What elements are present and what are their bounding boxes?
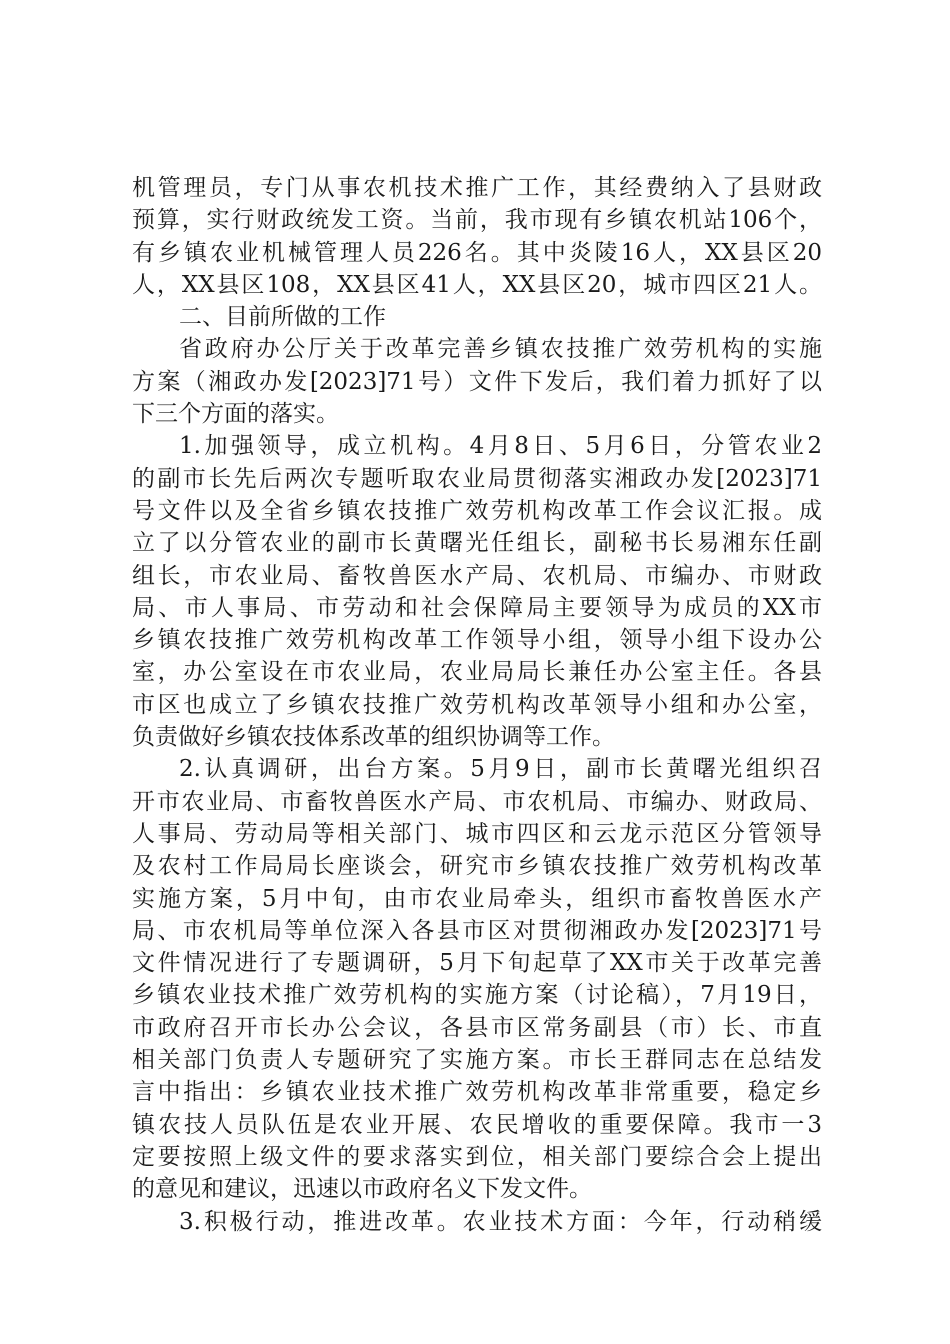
text-line: 局、市人事局、市劳动和社会保障局主要领导为成员的XX市 <box>132 594 822 621</box>
text-line: 下三个方面的落实。 <box>132 401 339 428</box>
paragraph-start-line: 省政府办公厅关于改革完善乡镇农技推广效劳机构的实施 <box>179 336 822 363</box>
text-line: 定要按照上级文件的要求落实到位，相关部门要综合会上提出 <box>132 1143 822 1170</box>
text-line: 开市农业局、市畜牧兽医水产局、市农机局、市编办、财政局、 <box>132 788 822 815</box>
paragraph-start-line: 3.积极行动，推进改革。农业技术方面：今年，行动稍缓 <box>179 1208 822 1235</box>
text-line: 的副市长先后两次专题听取农业局贯彻落实湘政办发[2023]71 <box>132 465 822 492</box>
paragraph-start-line: 二、目前所做的工作 <box>179 304 386 331</box>
text-line: 乡镇农业技术推广效劳机构的实施方案（讨论稿），7月19日， <box>132 982 822 1009</box>
text-line: 相关部门负责人专题研究了实施方案。市长王群同志在总结发 <box>132 1047 822 1074</box>
paragraph-start-line: 1.加强领导，成立机构。4月8日、5月6日，分管农业2 <box>179 433 822 460</box>
text-line: 机管理员，专门从事农机技术推广工作，其经费纳入了县财政 <box>132 175 822 201</box>
text-line: 市政府召开市长办公会议，各县市区常务副县（市）长、市直 <box>132 1014 822 1041</box>
text-line: 组长，市农业局、畜牧兽医水产局、农机局、市编办、市财政 <box>132 562 822 589</box>
text-line: 方案（湘政办发[2023]71号）文件下发后，我们着力抓好了以 <box>132 368 822 395</box>
paragraph-start-line: 2.认真调研，出台方案。5月9日，副市长黄曙光组织召 <box>179 756 822 783</box>
text-line: 镇农技人员队伍是农业开展、农民增收的重要保障。我市一3 <box>132 1111 822 1138</box>
text-line: 有乡镇农业机械管理人员226名。其中炎陵16人，XX县区20 <box>132 239 822 266</box>
text-line: 市区也成立了乡镇农技推广效劳机构改革领导小组和办公室， <box>132 691 822 718</box>
text-line: 立了以分管农业的副市长黄曙光任组长，副秘书长易湘东任副 <box>132 530 822 557</box>
text-line: 室，办公室设在市农业局，农业局局长兼任办公室主任。各县 <box>132 659 822 686</box>
text-line: 乡镇农技推广效劳机构改革工作领导小组，领导小组下设办公 <box>132 627 822 654</box>
text-line: 预算，实行财政统发工资。当前，我市现有乡镇农机站106个， <box>132 207 822 234</box>
text-line: 实施方案，5月中旬，由市农业局牵头，组织市畜牧兽医水产 <box>132 885 822 912</box>
text-line: 的意见和建议，迅速以市政府名义下发文件。 <box>132 1176 592 1203</box>
text-line: 人事局、劳动局等相关部门、城市四区和云龙示范区分管领导 <box>132 820 822 847</box>
text-line: 言中指出：乡镇农业技术推广效劳机构改革非常重要，稳定乡 <box>132 1079 822 1106</box>
text-line: 及农村工作局局长座谈会，研究市乡镇农技推广效劳机构改革 <box>132 853 822 880</box>
document-body <box>132 172 822 1238</box>
text-line: 文件情况进行了专题调研，5月下旬起草了XX市关于改革完善 <box>132 950 822 977</box>
text-line: 负责做好乡镇农技体系改革的组织协调等工作。 <box>132 724 615 751</box>
text-line: 人，XX县区108，XX县区41人，XX县区20，城市四区21人。 <box>132 271 822 298</box>
text-line: 号文件以及全省乡镇农技推广效劳机构改革工作会议汇报。成 <box>132 497 822 524</box>
text-line: 局、市农机局等单位深入各县市区对贯彻湘政办发[2023]71号 <box>132 917 822 944</box>
